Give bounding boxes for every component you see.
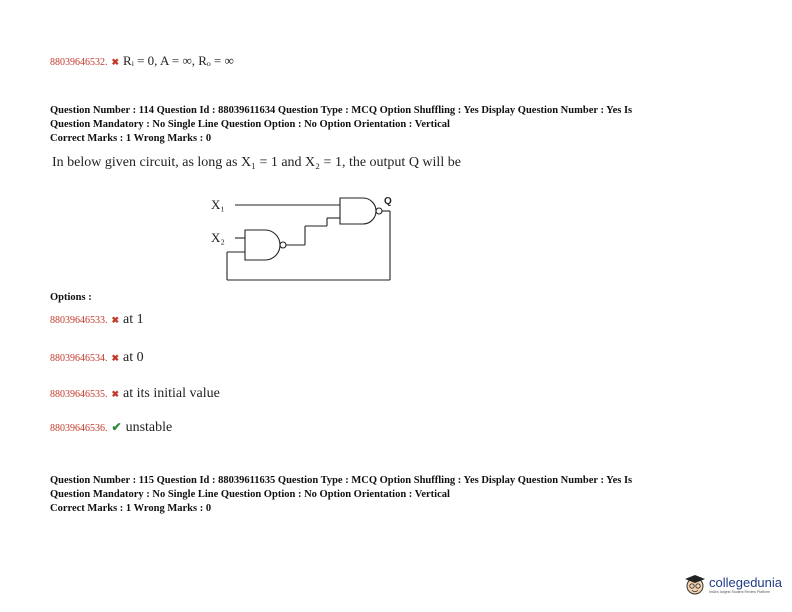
meta-line-2: Question Mandatory : No Single Line Question Option : No Option Orientation : Vertical bbox=[50, 119, 450, 130]
option-id: 88039646533. bbox=[50, 315, 108, 326]
option-id: 88039646535. bbox=[50, 389, 108, 400]
option-row bbox=[50, 384, 220, 402]
logo-name: collegedunia bbox=[709, 574, 783, 590]
option-text: Rᵢ = 0, A = ∞, Rₒ = ∞ bbox=[123, 53, 234, 68]
wrong-mark-icon: ✖ bbox=[111, 389, 120, 399]
collegedunia-logo bbox=[683, 572, 782, 596]
option-row bbox=[50, 310, 144, 328]
graduate-face-icon bbox=[683, 572, 707, 596]
option-row bbox=[50, 348, 144, 366]
circuit-diagram bbox=[205, 190, 405, 290]
meta-line-2: Question Mandatory : No Single Line Question Option : No Option Orientation : Vertical bbox=[50, 489, 450, 500]
wrong-mark-icon: ✖ bbox=[111, 57, 120, 67]
label-q: Q bbox=[384, 196, 392, 207]
option-row-correct bbox=[50, 418, 172, 436]
question-meta bbox=[50, 474, 632, 516]
wrong-mark-icon: ✖ bbox=[111, 353, 120, 363]
option-text: at its initial value bbox=[123, 386, 220, 401]
options-label: Options : bbox=[50, 292, 92, 303]
option-text: at 0 bbox=[123, 350, 144, 365]
option-row-prev bbox=[50, 52, 234, 70]
question-meta bbox=[50, 104, 632, 146]
meta-line-1: Question Number : 114 Question Id : 88039611634 Question Type : MCQ Option Shuffling : Yes Display Question Number : Yes Is bbox=[50, 105, 633, 116]
logo-tagline: India's largest Student Review Platform bbox=[709, 589, 770, 594]
option-text: at 1 bbox=[123, 312, 144, 327]
option-id: 88039646532. bbox=[50, 57, 108, 68]
label-x1: X₁ bbox=[211, 197, 225, 212]
option-id: 88039646536. bbox=[50, 423, 108, 434]
meta-line-1: Question Number : 115 Question Id : 88039611635 Question Type : MCQ Option Shuffling : Yes Display Question Number : Yes Is bbox=[50, 475, 633, 486]
nand-gate-top bbox=[340, 198, 376, 224]
wrong-mark-icon: ✖ bbox=[111, 315, 120, 325]
option-text: unstable bbox=[125, 420, 173, 435]
label-x2: X₂ bbox=[211, 230, 225, 245]
inversion-bubble-bottom bbox=[280, 242, 286, 248]
question-text: In below given circuit, as long as X₁ = 1 and X₂ = 1, the output Q will be bbox=[52, 155, 461, 170]
inversion-bubble-top bbox=[376, 208, 382, 214]
nand-gate-bottom bbox=[245, 230, 280, 260]
correct-check-icon: ✔ bbox=[111, 420, 122, 434]
meta-line-3: Correct Marks : 1 Wrong Marks : 0 bbox=[50, 133, 212, 144]
option-id: 88039646534. bbox=[50, 353, 108, 364]
meta-line-3: Correct Marks : 1 Wrong Marks : 0 bbox=[50, 503, 212, 514]
